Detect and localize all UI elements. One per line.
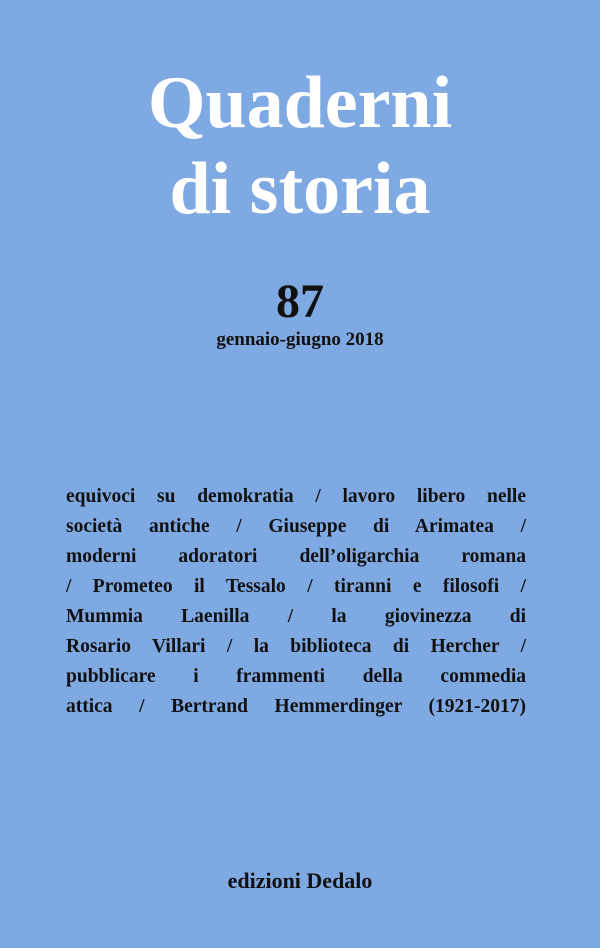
title-line-2: di storia bbox=[169, 148, 431, 230]
contents-line: moderni adoratori dell’oligarchia romana bbox=[66, 546, 526, 567]
publisher-name: edizioni Dedalo bbox=[227, 868, 373, 893]
contents-line: società antiche / Giuseppe di Arimatea / bbox=[66, 516, 526, 537]
contents-line: equivoci su demokratia / lavoro libero nelle bbox=[66, 486, 526, 507]
contents-line: Rosario Villari / la biblioteca di Hercher / bbox=[66, 636, 526, 657]
issue-date: gennaio-giugno 2018 bbox=[216, 329, 384, 350]
contents-line: Mummia Laenilla / la giovinezza di bbox=[66, 606, 526, 627]
contents-line: pubblicare i frammenti della commedia bbox=[66, 666, 526, 687]
contents-line: / Prometeo il Tessalo / tiranni e filosofi / bbox=[66, 576, 526, 597]
contents-list bbox=[66, 482, 526, 722]
title-line-1: Quaderni bbox=[147, 62, 453, 144]
contents-line: attica / Bertrand Hemmerdinger (1921-2017) bbox=[66, 696, 526, 717]
issue-number: 87 bbox=[276, 275, 324, 328]
